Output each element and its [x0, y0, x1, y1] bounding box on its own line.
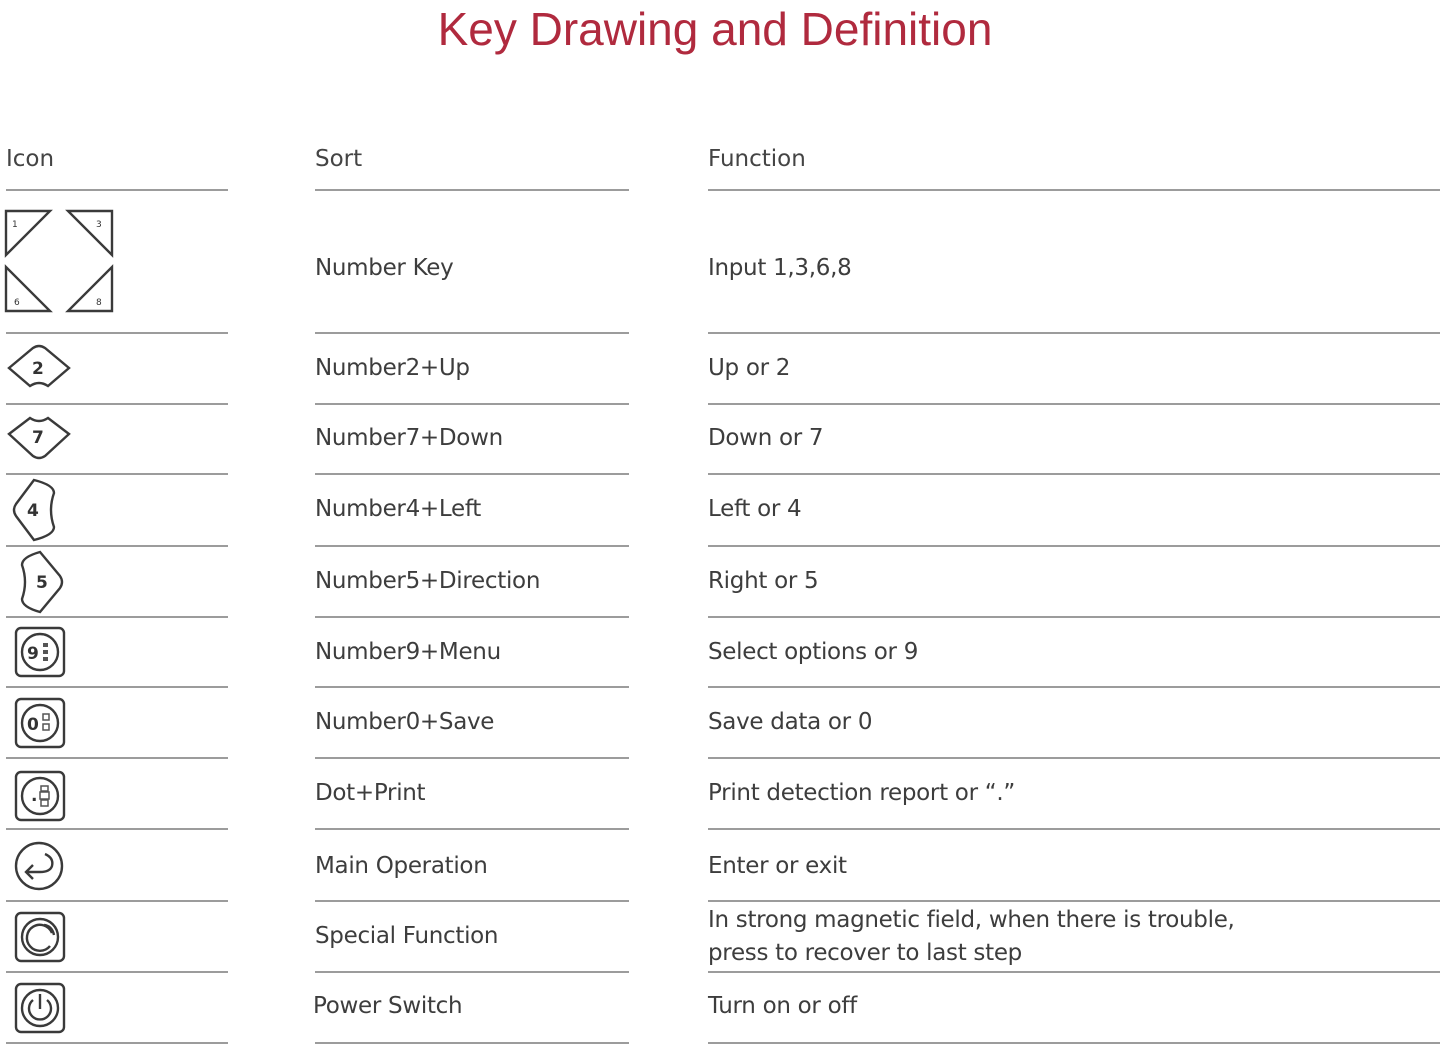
function-cell: Enter or exit: [708, 853, 847, 879]
sort-cell: Number5+Direction: [315, 568, 541, 594]
divider: [6, 473, 228, 475]
svg-text:0: 0: [27, 715, 39, 735]
divider: [6, 757, 228, 759]
svg-text:.: .: [31, 786, 38, 806]
divider: [6, 686, 228, 688]
divider: [6, 545, 228, 547]
divider: [6, 971, 228, 973]
function-line: press to recover to last step: [708, 940, 1022, 966]
svg-text:8: 8: [96, 298, 102, 308]
sort-cell: Power Switch: [313, 993, 463, 1019]
divider: [315, 686, 629, 688]
sort-cell: Number9+Menu: [315, 639, 501, 665]
divider: [315, 545, 629, 547]
sort-cell: Number0+Save: [315, 709, 495, 735]
header-function: Function: [708, 146, 806, 172]
divider: [315, 971, 629, 973]
header-icon: Icon: [6, 146, 55, 172]
divider: [708, 403, 1440, 405]
svg-text:7: 7: [32, 428, 44, 448]
divider: [6, 1042, 228, 1044]
divider: [708, 1042, 1440, 1044]
menu-key-icon: [14, 626, 66, 678]
divider: [6, 189, 228, 191]
header-sort: Sort: [315, 146, 363, 172]
enter-key-icon: [12, 840, 66, 892]
divider: [6, 828, 228, 830]
save-key-icon: [14, 697, 66, 749]
function-cell: Left or 4: [708, 496, 802, 522]
divider: [315, 473, 629, 475]
divider: [708, 757, 1440, 759]
divider: [708, 473, 1440, 475]
sort-cell: Number7+Down: [315, 425, 503, 451]
divider: [6, 332, 228, 334]
divider: [708, 545, 1440, 547]
divider: [315, 616, 629, 618]
sort-cell: Number4+Left: [315, 496, 481, 522]
svg-text:9: 9: [27, 644, 39, 664]
function-cell: Select options or 9: [708, 639, 919, 665]
svg-text:4: 4: [27, 501, 39, 521]
sort-cell: Number2+Up: [315, 355, 470, 381]
function-cell: Print detection report or “.”: [708, 780, 1015, 806]
sort-cell: Main Operation: [315, 853, 488, 879]
divider: [708, 828, 1440, 830]
divider: [708, 616, 1440, 618]
sort-cell: Dot+Print: [315, 780, 426, 806]
special-function-key-icon: [14, 911, 66, 963]
svg-text:3: 3: [96, 220, 102, 230]
down-arrow-key-icon: [6, 414, 72, 460]
divider: [315, 828, 629, 830]
function-cell: Input 1,3,6,8: [708, 255, 852, 281]
divider: [708, 900, 1440, 902]
print-key-icon: [14, 770, 66, 822]
divider: [708, 189, 1440, 191]
number-keys-icon: [4, 207, 116, 317]
function-cell: Down or 7: [708, 425, 824, 451]
divider: [315, 332, 629, 334]
function-cell: Save data or 0: [708, 709, 873, 735]
power-key-icon: [14, 982, 66, 1034]
function-line: In strong magnetic field, when there is trouble,: [708, 907, 1235, 933]
sort-cell: Number Key: [315, 255, 454, 281]
page-title: Key Drawing and Definition: [437, 3, 993, 55]
function-cell: [708, 904, 1235, 970]
divider: [315, 189, 629, 191]
divider: [708, 686, 1440, 688]
divider: [708, 971, 1440, 973]
divider: [6, 900, 228, 902]
svg-text:1: 1: [12, 220, 18, 230]
divider: [6, 616, 228, 618]
function-cell: Up or 2: [708, 355, 791, 381]
divider: [315, 1042, 629, 1044]
svg-text:5: 5: [36, 573, 48, 593]
svg-text:6: 6: [14, 298, 20, 308]
up-arrow-key-icon: [6, 344, 72, 390]
divider: [315, 757, 629, 759]
divider: [315, 403, 629, 405]
left-arrow-key-icon: [10, 477, 58, 543]
divider: [708, 332, 1440, 334]
svg-text:2: 2: [32, 359, 44, 379]
function-cell: Turn on or off: [708, 993, 857, 1019]
function-cell: Right or 5: [708, 568, 819, 594]
right-arrow-key-icon: [18, 549, 68, 615]
divider: [6, 403, 228, 405]
divider: [315, 900, 629, 902]
sort-cell: Special Function: [315, 923, 499, 949]
